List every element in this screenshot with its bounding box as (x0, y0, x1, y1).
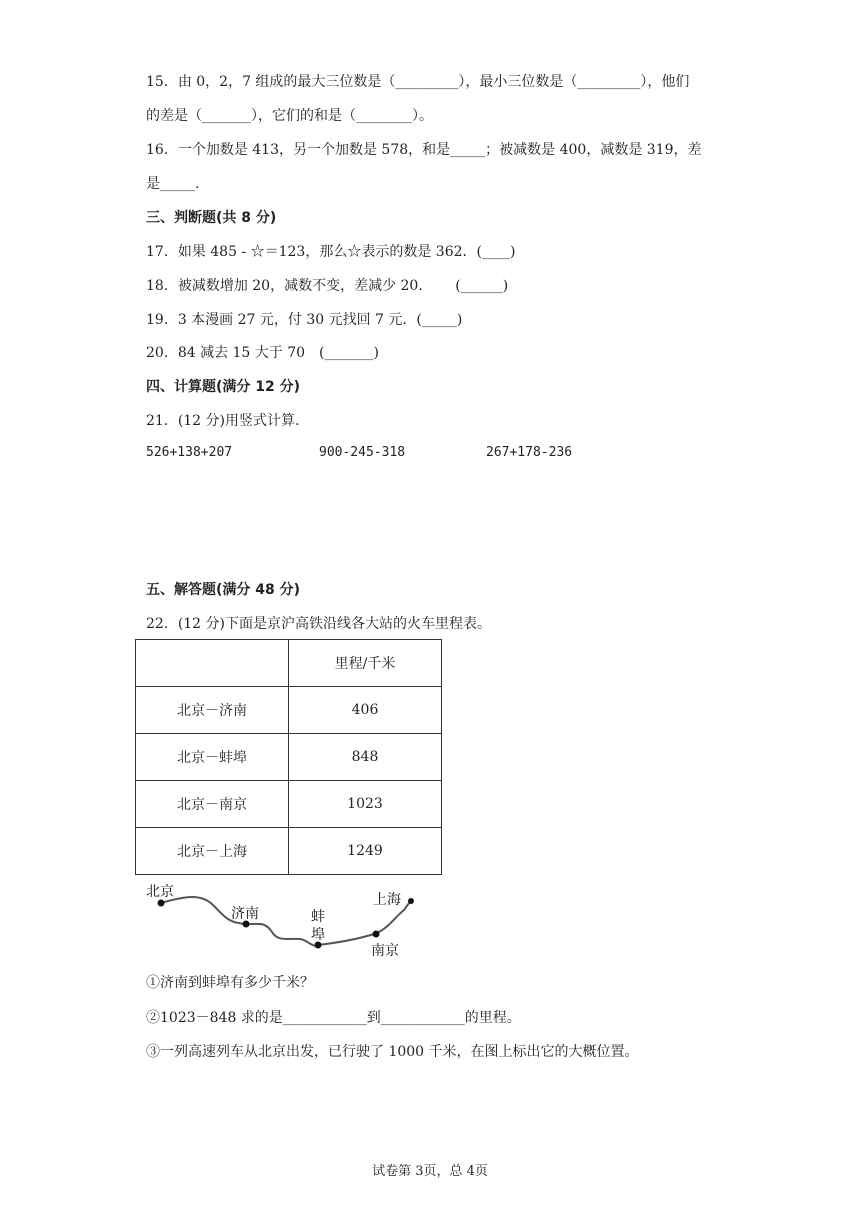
distance-cell: 406 (289, 687, 442, 734)
calc-item-3: 267+178-236 (486, 445, 573, 460)
distance-cell: 1023 (289, 781, 442, 828)
mileage-table (135, 639, 442, 875)
question-18: 18．被减数增加 20，减数不变，差减少 20. (______) (146, 278, 509, 294)
nanjing-station-dot (373, 931, 380, 938)
question-20: 20．84 减去 15 大于 70 (_______) (146, 345, 379, 361)
beijing-label: 北京 (146, 884, 174, 900)
table-row (136, 828, 442, 875)
beijing-station-dot (158, 900, 165, 907)
sub-question-1: ①济南到蚌埠有多少千米？ (146, 975, 314, 991)
route-cell: 北京－南京 (136, 781, 289, 828)
question-15-line-1: 15．由 0，2，7 组成的最大三位数是（_________），最小三位数是（_________），他们 (146, 74, 690, 90)
question-16-line-1: 16．一个加数是 413，另一个加数是 578，和是_____；被减数是 400，减数是 319，差 (146, 142, 702, 158)
route-cell: 北京－蚌埠 (136, 734, 289, 781)
table-row (136, 781, 442, 828)
route-cell: 北京－上海 (136, 828, 289, 875)
table-header-cell: 里程/千米 (289, 640, 442, 687)
distance-cell: 1249 (289, 828, 442, 875)
question-16-line-2: 是_____. (146, 176, 200, 192)
nanjing-label: 南京 (371, 943, 399, 959)
table-header-row (136, 640, 442, 687)
route-cell: 北京－济南 (136, 687, 289, 734)
question-19: 19．3 本漫画 27 元，付 30 元找回 7 元．(_____) (146, 312, 463, 328)
question-21: 21．(12 分)用竖式计算. (146, 413, 300, 429)
question-15-line-2: 的差是（_______），它们的和是（________）。 (146, 108, 433, 124)
section-3-heading: 三、判断题(共 8 分) (146, 210, 277, 226)
table-row (136, 687, 442, 734)
question-17: 17．如果 485 - ☆＝123，那么☆表示的数是 362．(____) (146, 244, 516, 260)
jinan-label: 济南 (231, 906, 259, 922)
shanghai-station-dot (408, 898, 414, 904)
page-footer: 试卷第 3页，总 4页 (372, 1164, 488, 1179)
calc-item-1: 526+138+207 (146, 445, 233, 460)
calc-item-2: 900-245-318 (319, 445, 406, 460)
question-22: 22．(12 分)下面是京沪高铁沿线各大站的火车里程表。 (146, 616, 492, 632)
bengbu-label-bottom: 埠 (311, 927, 325, 943)
sub-question-3: ③一列高速列车从北京出发，已行驶了 1000 千米，在图上标出它的大概位置。 (146, 1044, 639, 1060)
section-5-heading: 五、解答题(满分 48 分) (146, 582, 301, 598)
bengbu-label-top: 蚌 (311, 909, 325, 925)
sub-question-2: ②1023－848 求的是____________到____________的里程。 (146, 1010, 521, 1026)
section-4-heading: 四、计算题(满分 12 分) (146, 379, 301, 395)
railway-route-map (140, 876, 430, 962)
table-header-cell (136, 640, 289, 687)
shanghai-label: 上海 (373, 892, 401, 908)
distance-cell: 848 (289, 734, 442, 781)
table-row (136, 734, 442, 781)
